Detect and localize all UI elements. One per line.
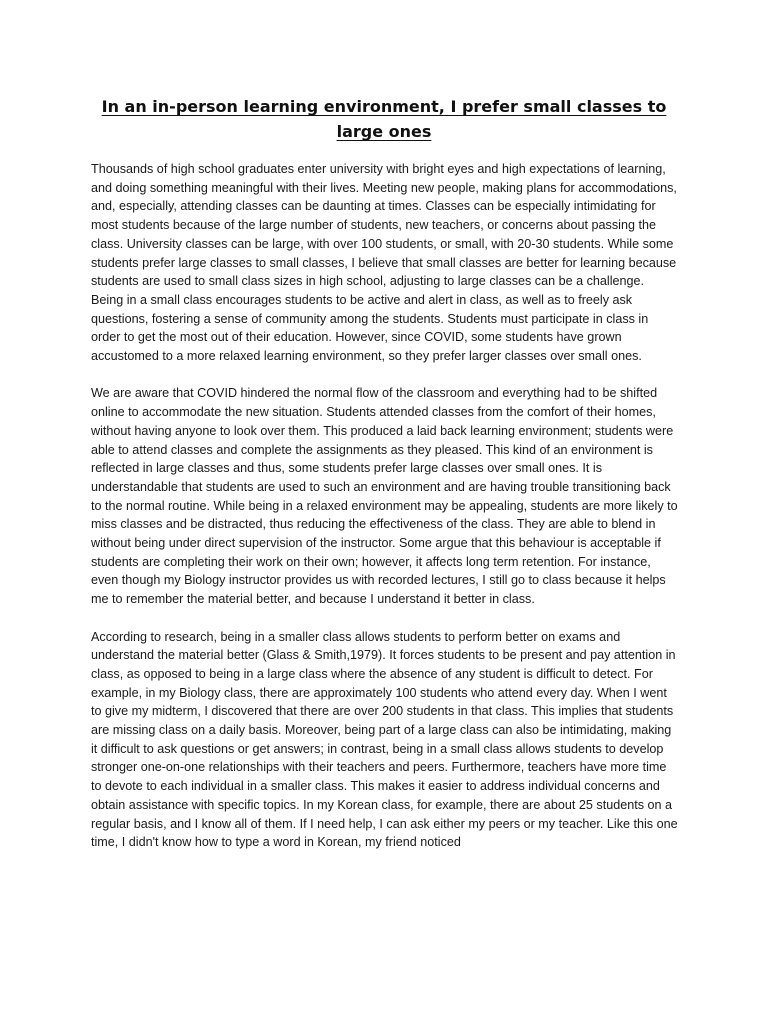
paragraph-3: According to research, being in a smaller class allows students to perform better on exams and understand the material better (Glass & Smith,1979). It forces students to be present and pay attention in class, as opposed to being in a large class where the absence of any student is difficult to detect. For example, in my Biology class, there are approximately 100 students who attend every day. When I went to give my midterm, I discovered that there are over 200 students in that class. This implies that students are missing class on a daily basis. Moreover, being part of a large class can also be intimidating, making it difficult to ask questions or get answers; in contrast, being in a small class allows students to develop stronger one-on-one relationships with their teachers and peers. Furthermore, teachers have more time to devote to each individual in a smaller class. This makes it easier to address individual concerns and obtain assistance with specific topics. In my Korean class, for example, there are about 25 students on a regular basis, and I know all of them. If I need help, I can ask either my peers or my teacher. Like this one time, I didn't know how to type a word in Korean, my friend noticed bbox=[91, 629, 678, 850]
paragraph-2: We are aware that COVID hindered the normal flow of the classroom and everything had to be shifted online to accommodate the new situation. Students attended classes from the comfort of their homes, without having anyone to look over them. This produced a laid back learning environment; students were able to attend classes and complete the assignments as they pleased. This kind of an environment is reflected in large classes and thus, some students prefer large classes over small ones. It is understandable that students are used to such an environment and are having trouble transitioning back to the normal routine. While being in a relaxed environment may be appealing, students are more likely to miss classes and be distracted, thus reducing the effectiveness of the class. They are able to blend in without being under direct supervision of the instructor. Some argue that this behaviour is acceptable if students are completing their work on their own; however, it affects long term retention. For instance, even though my Biology instructor provides us with recorded lectures, I still go to class because it helps me to remember the material better, and because I understand it better in class. bbox=[91, 386, 678, 607]
page-title: In an in-person learning environment, I prefer small classes to large ones bbox=[101, 97, 667, 141]
essay-body bbox=[91, 160, 678, 852]
paragraph-1: Thousands of high school graduates enter university with bright eyes and high expectations of learning, and doing something meaningful with their lives. Meeting new people, making plans for accommodations, and, especially, attending classes can be daunting at times. Classes can be especially intimidating for most students because of the large number of students, new teachers, or concerns about passing the class. University classes can be large, with over 100 students, or small, with 20-30 students. While some students prefer large classes to small classes, I believe that small classes are better for learning because students are used to small class sizes in high school, adjusting to large classes can be a challenge. Being in a small class encourages students to be active and alert in class, as well as to freely ask questions, fostering a sense of community among the students. Students must participate in class in order to get the most out of their education. However, since COVID, some students have grown accustomed to a more relaxed learning environment, so they prefer larger classes over small ones. bbox=[91, 162, 677, 364]
